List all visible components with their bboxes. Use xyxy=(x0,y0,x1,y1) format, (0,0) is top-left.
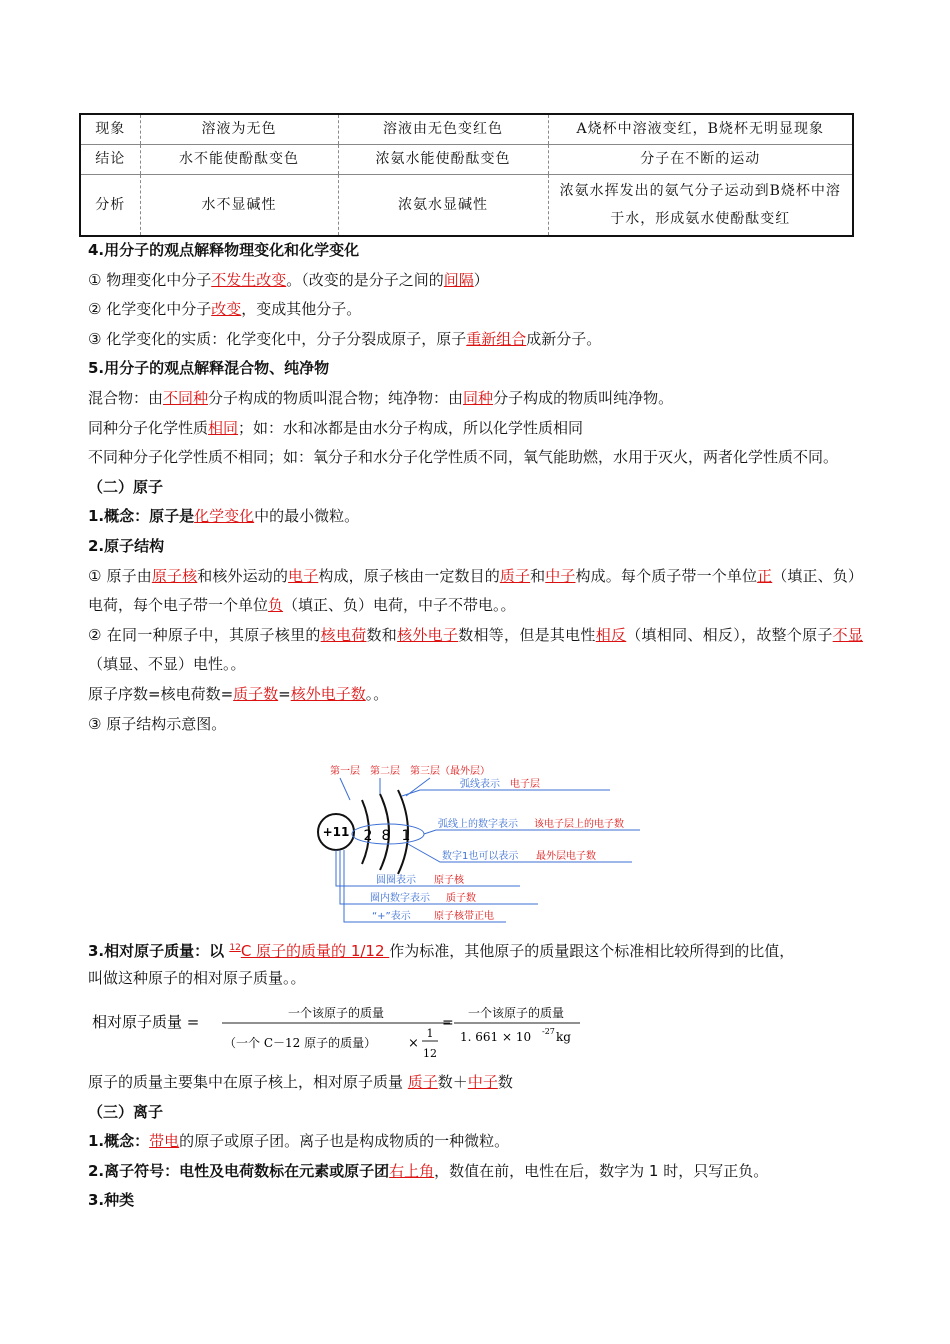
section-heading: （三）离子 xyxy=(88,1102,164,1121)
text-paragraph: 不同种分子化学性质不相同；如：氧分子和水分子化学性质不同，氧气能助燃，水用于灭火，两者化学性质不同。 xyxy=(88,448,839,467)
text-line: 混合物：由不同种分子构成的物质叫混合物；纯净物：由同种分子构成的物质叫纯净物。 xyxy=(88,388,674,407)
answer: 该电子层上的电子数 xyxy=(534,819,624,830)
layer-label: 第二层 xyxy=(370,766,400,777)
formula-fraction: 12 xyxy=(423,1047,437,1060)
table-cell: 分析 xyxy=(80,175,140,237)
answer-blank: 相同 xyxy=(208,418,239,437)
section-heading: 4.用分子的观点解释物理变化和化学变化 xyxy=(88,241,360,259)
label: 圆圈表示 xyxy=(376,875,416,886)
table-cell: 分子在不断的运动 xyxy=(548,145,853,175)
section-heading: （二）原子 xyxy=(88,477,164,496)
table-cell: 溶液由无色变红色 xyxy=(338,114,548,145)
relative-mass-formula xyxy=(88,1003,588,1065)
table-cell: 浓氨水挥发出的氨气分子运动到B烧杯中溶于水，形成氨水使酚酞变红 xyxy=(559,183,841,227)
text-line: ③ 原子结构示意图。 xyxy=(88,714,227,733)
label: 弧线表示 xyxy=(460,779,500,790)
answer: 质子数 xyxy=(446,893,476,904)
answer-blank: 间隔 xyxy=(443,270,474,289)
formula-denominator: （一个 C－12 原子的质量） xyxy=(224,1036,377,1050)
text-line: 3.相对原子质量：以 $^{12}$C 原子的质量的 1/12 作为标准，其他原子的质量跟这个标准相比较所得到的比值， xyxy=(88,942,795,960)
label: 数字1也可以表示 xyxy=(442,851,519,862)
table-cell: 结论 xyxy=(80,145,140,175)
formula-numerator: 一个该原子的质量 xyxy=(467,1006,565,1020)
formula-numerator: 一个该原子的质量 xyxy=(287,1006,385,1020)
formula-times: × xyxy=(408,1036,419,1051)
label: 圈内数字表示 xyxy=(370,893,430,904)
answer-blank: 不发生改变 xyxy=(211,270,287,289)
table-cell: 浓氨水显碱性 xyxy=(338,175,548,237)
text-line: 原子序数=核电荷数=质子数=核外电子数。。 xyxy=(88,684,389,703)
table-cell: 浓氨水能使酚酞变色 xyxy=(338,145,548,175)
text-line: 同种分子化学性质相同；如：水和冰都是由水分子构成，所以化学性质相同 xyxy=(88,418,584,437)
formula-fraction: 1 xyxy=(426,1027,434,1040)
table-cell: 水不显碱性 xyxy=(140,175,338,237)
answer-blank: 同种 xyxy=(463,388,494,407)
text-line: 原子的质量主要集中在原子核上，相对原子质量 质子数＋中子数 xyxy=(88,1073,513,1091)
formula-lhs: 相对原子质量 = xyxy=(92,1013,200,1031)
text-line: 2.离子符号：电性及电荷数标在元素或原子团右上角，数值在前，电性在后，数字为 1 时，只写正负。 xyxy=(88,1161,769,1180)
notes-section xyxy=(88,236,863,739)
layer-label: 第三层（最外层） xyxy=(410,766,490,777)
text-paragraph: ② 在同一种原子中，其原子核里的核电荷数和核外电子数相等，但是其电性相反（填相同、相反），故整个原子不显（填显、不显）电性。。 xyxy=(88,625,863,674)
ion-section xyxy=(88,1068,863,1216)
table-cell: 现象 xyxy=(80,114,140,145)
electron-count: 8 xyxy=(381,828,391,844)
text-line: 叫做这种原子的相对原子质量。。 xyxy=(88,968,306,987)
formula-equals: = xyxy=(442,1015,454,1031)
experiment-table xyxy=(79,113,854,237)
answer: 电子层 xyxy=(510,779,540,790)
answer-blank: 改变 xyxy=(211,300,242,319)
label: 弧线上的数字表示 xyxy=(438,819,518,830)
relative-mass-section xyxy=(88,934,863,993)
answer-blank: 不同种 xyxy=(163,388,209,407)
layer-label: 第一层 xyxy=(330,766,360,777)
electron-count: 1 xyxy=(401,828,411,844)
text-line: 1.概念：带电的原子或原子团。离子也是构成物质的一种微粒。 xyxy=(88,1132,510,1151)
answer: 最外层电子数 xyxy=(536,851,596,862)
answer-blank: 重新组合 xyxy=(466,329,527,348)
table-row xyxy=(80,175,853,237)
table-row xyxy=(80,114,853,145)
section-heading: 5.用分子的观点解释混合物、纯净物 xyxy=(88,359,330,378)
table-cell: A烧杯中溶液变红，B烧杯无明显现象 xyxy=(548,114,853,145)
text-paragraph: ① 原子由原子核和核外运动的电子构成，原子核由一定数目的质子和中子构成。每个质子带一个单位正（填正、负）电荷，每个电子带一个单位负（填正、负）电荷，中子不带电。。 xyxy=(88,566,863,615)
text-line: ① 物理变化中分子不发生改变。（改变的是分子之间的间隔） xyxy=(88,270,489,289)
answer-blank: 化学变化 xyxy=(194,507,255,526)
formula-exponent: -27 xyxy=(542,1027,555,1036)
section-heading: 2.原子结构 xyxy=(88,536,165,555)
text-line: 1.概念：原子是化学变化中的最小微粒。 xyxy=(88,507,360,526)
table-row xyxy=(80,145,853,175)
table-cell: 溶液为无色 xyxy=(140,114,338,145)
label: “+”表示 xyxy=(372,911,411,922)
formula-unit: kg xyxy=(556,1030,571,1044)
text-line: ② 化学变化中分子改变，变成其他分子。 xyxy=(88,300,362,319)
table-cell: 水不能使酚酞变色 xyxy=(140,145,338,175)
atom-structure-diagram xyxy=(310,760,650,932)
text-line: ③ 化学变化的实质：化学变化中，分子分裂成原子，原子重新组合成新分子。 xyxy=(88,329,602,348)
answer: 原子核带正电 xyxy=(434,911,494,922)
electron-count: 2 xyxy=(363,828,373,844)
nucleus-charge: +11 xyxy=(322,825,350,839)
section-heading: 3.种类 xyxy=(88,1191,135,1210)
answer: 原子核 xyxy=(434,875,464,886)
formula-denominator: 1. 661 × 10 xyxy=(460,1030,532,1044)
